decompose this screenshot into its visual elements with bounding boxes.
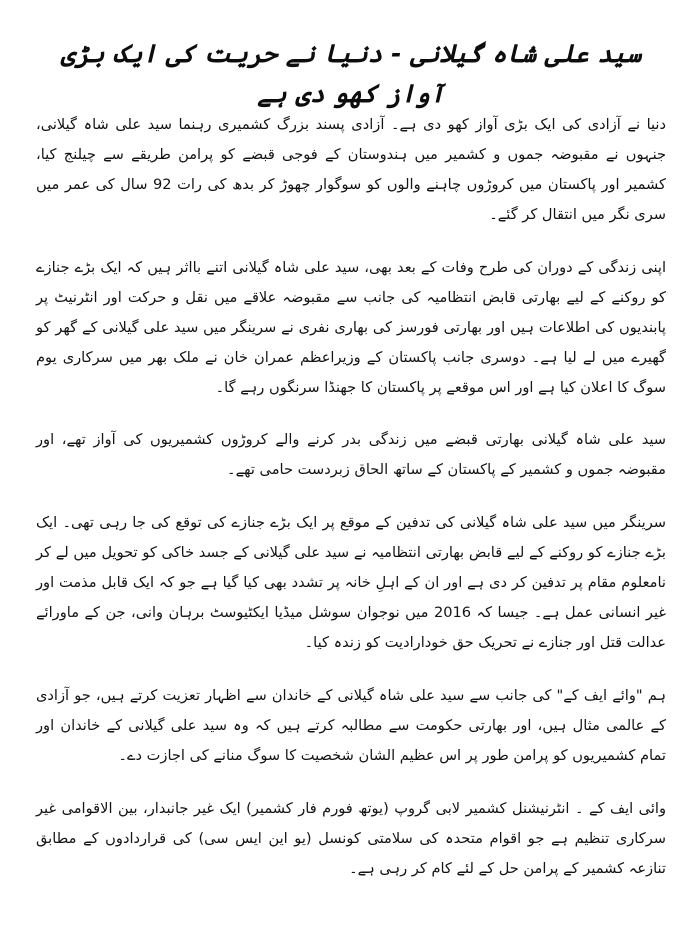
paragraph-funeral-restrictions: اپنی زندگی کے دوران کی طرح وفات کے بعد بھی، سید علی شاہ گیلانی اتنے بااثر ہیں کہ ایک بڑے جنازے کو روکنے کے لیے بھارتی قابض انتظامیہ کی جانب سے مقبوضہ علاقے میں نقل و حرکت اور انٹرنیٹ پر پابندیوں کی اطلاعات ہیں اور بھارتی فورسز کی بھاری نفری نے سرینگر میں سید علی گیلانی کے گھر کو گھیرے میں لے لیا ہے۔ دوسری جانب پاکستان کے وزیراعظم عمران خان نے ملک بھر میں سرکاری یوم سوگ کا اعلان کیا ہے اور اس موقعے پر پاکستان کا جھنڈا سرنگوں رہے گا۔ xyxy=(36,259,666,396)
paragraph-about-yfk: وائی ایف کے ۔ انٹرنیشنل کشمیر لابی گروپ (یوتھ فورم فار کشمیر) ایک غیر جانبدار، بین الاقوامی غیر سرکاری تنظیم ہے جو اقوام متحدہ کی سلامتی کونسل (یو این ایس سی) کی قراردادوں کے مطابق تنازعہ کشمیر کے پرامن حل کے لئے کام کر رہی ہے۔ xyxy=(36,800,666,877)
paragraph-voice-of-kashmir: سید علی شاہ گیلانی بھارتی قبضے میں زندگی بدر کرنے والے کروڑوں کشمیریوں کی آواز تھے، اور مقبوضہ جموں و کشمیر کے پاکستان کے ساتھ الحاق زبردست حامی تھے۔ xyxy=(36,431,666,478)
paragraph-condolence: ہم "وائے ایف کے" کی جانب سے سید علی شاہ گیلانی کے خاندان سے اظہار تعزیت کرتے ہیں، جو آزادی کے عالمی مثال ہیں، اور بھارتی حکومت سے مطالبہ کرتے ہیں کہ وہ سید علی گیلانی کے خاندان اور تمام کشمیریوں کو پرامن طور پر اس عظیم الشان شخصیت کا سوگ منانے کی اجازت دے۔ xyxy=(36,687,666,764)
paragraph-burial: سرینگر میں سید علی شاہ گیلانی کی تدفین کے موقع پر ایک بڑے جنازے کی توقع کی جا رہی تھی۔ ایک بڑے جنازے کو روکنے کے لیے قابض بھارتی انتظامیہ نے سید علی گیلانی کے جسد خاکی کو تحویل میں لے کر نامعلوم مقام پر تدفین کر دی ہے اور ان کے اہلِ خانہ پر تشدد بھی کیا گیا ہے جو کہ ایک قابل مذمت اور غیر انسانی عمل ہے۔ جیسا کہ 2016 میں نوجوان سوشل میڈیا ایکٹیوسٹ برہان وانی، جن کے ماورائے عدالت قتل اور جنازے نے تحریک حق خودارادیت کو زندہ کیا۔ xyxy=(36,514,666,651)
article-title: سید علی شاہ گیلانی - دنیا نے حریت کی ایک بڑی آواز کھو دی ہے xyxy=(60,39,642,108)
paragraph-tribute: دنیا نے آزادی کی ایک بڑی آواز کھو دی ہے۔ آزادی پسند بزرگ کشمیری رہنما سید علی شاہ گیلانی، جنہوں نے مقبوضہ جموں و کشمیر میں ہندوستان کے فوجی قبضے کو پرامن طریقے سے چیلنج کیا، کشمیر اور پاکستان میں کروڑوں چاہنے والوں کو سوگوار چھوڑ کر بدھ کی رات 92 سال کی عمر میں سری نگر میں انتقال کر گئے۔ xyxy=(36,116,666,223)
